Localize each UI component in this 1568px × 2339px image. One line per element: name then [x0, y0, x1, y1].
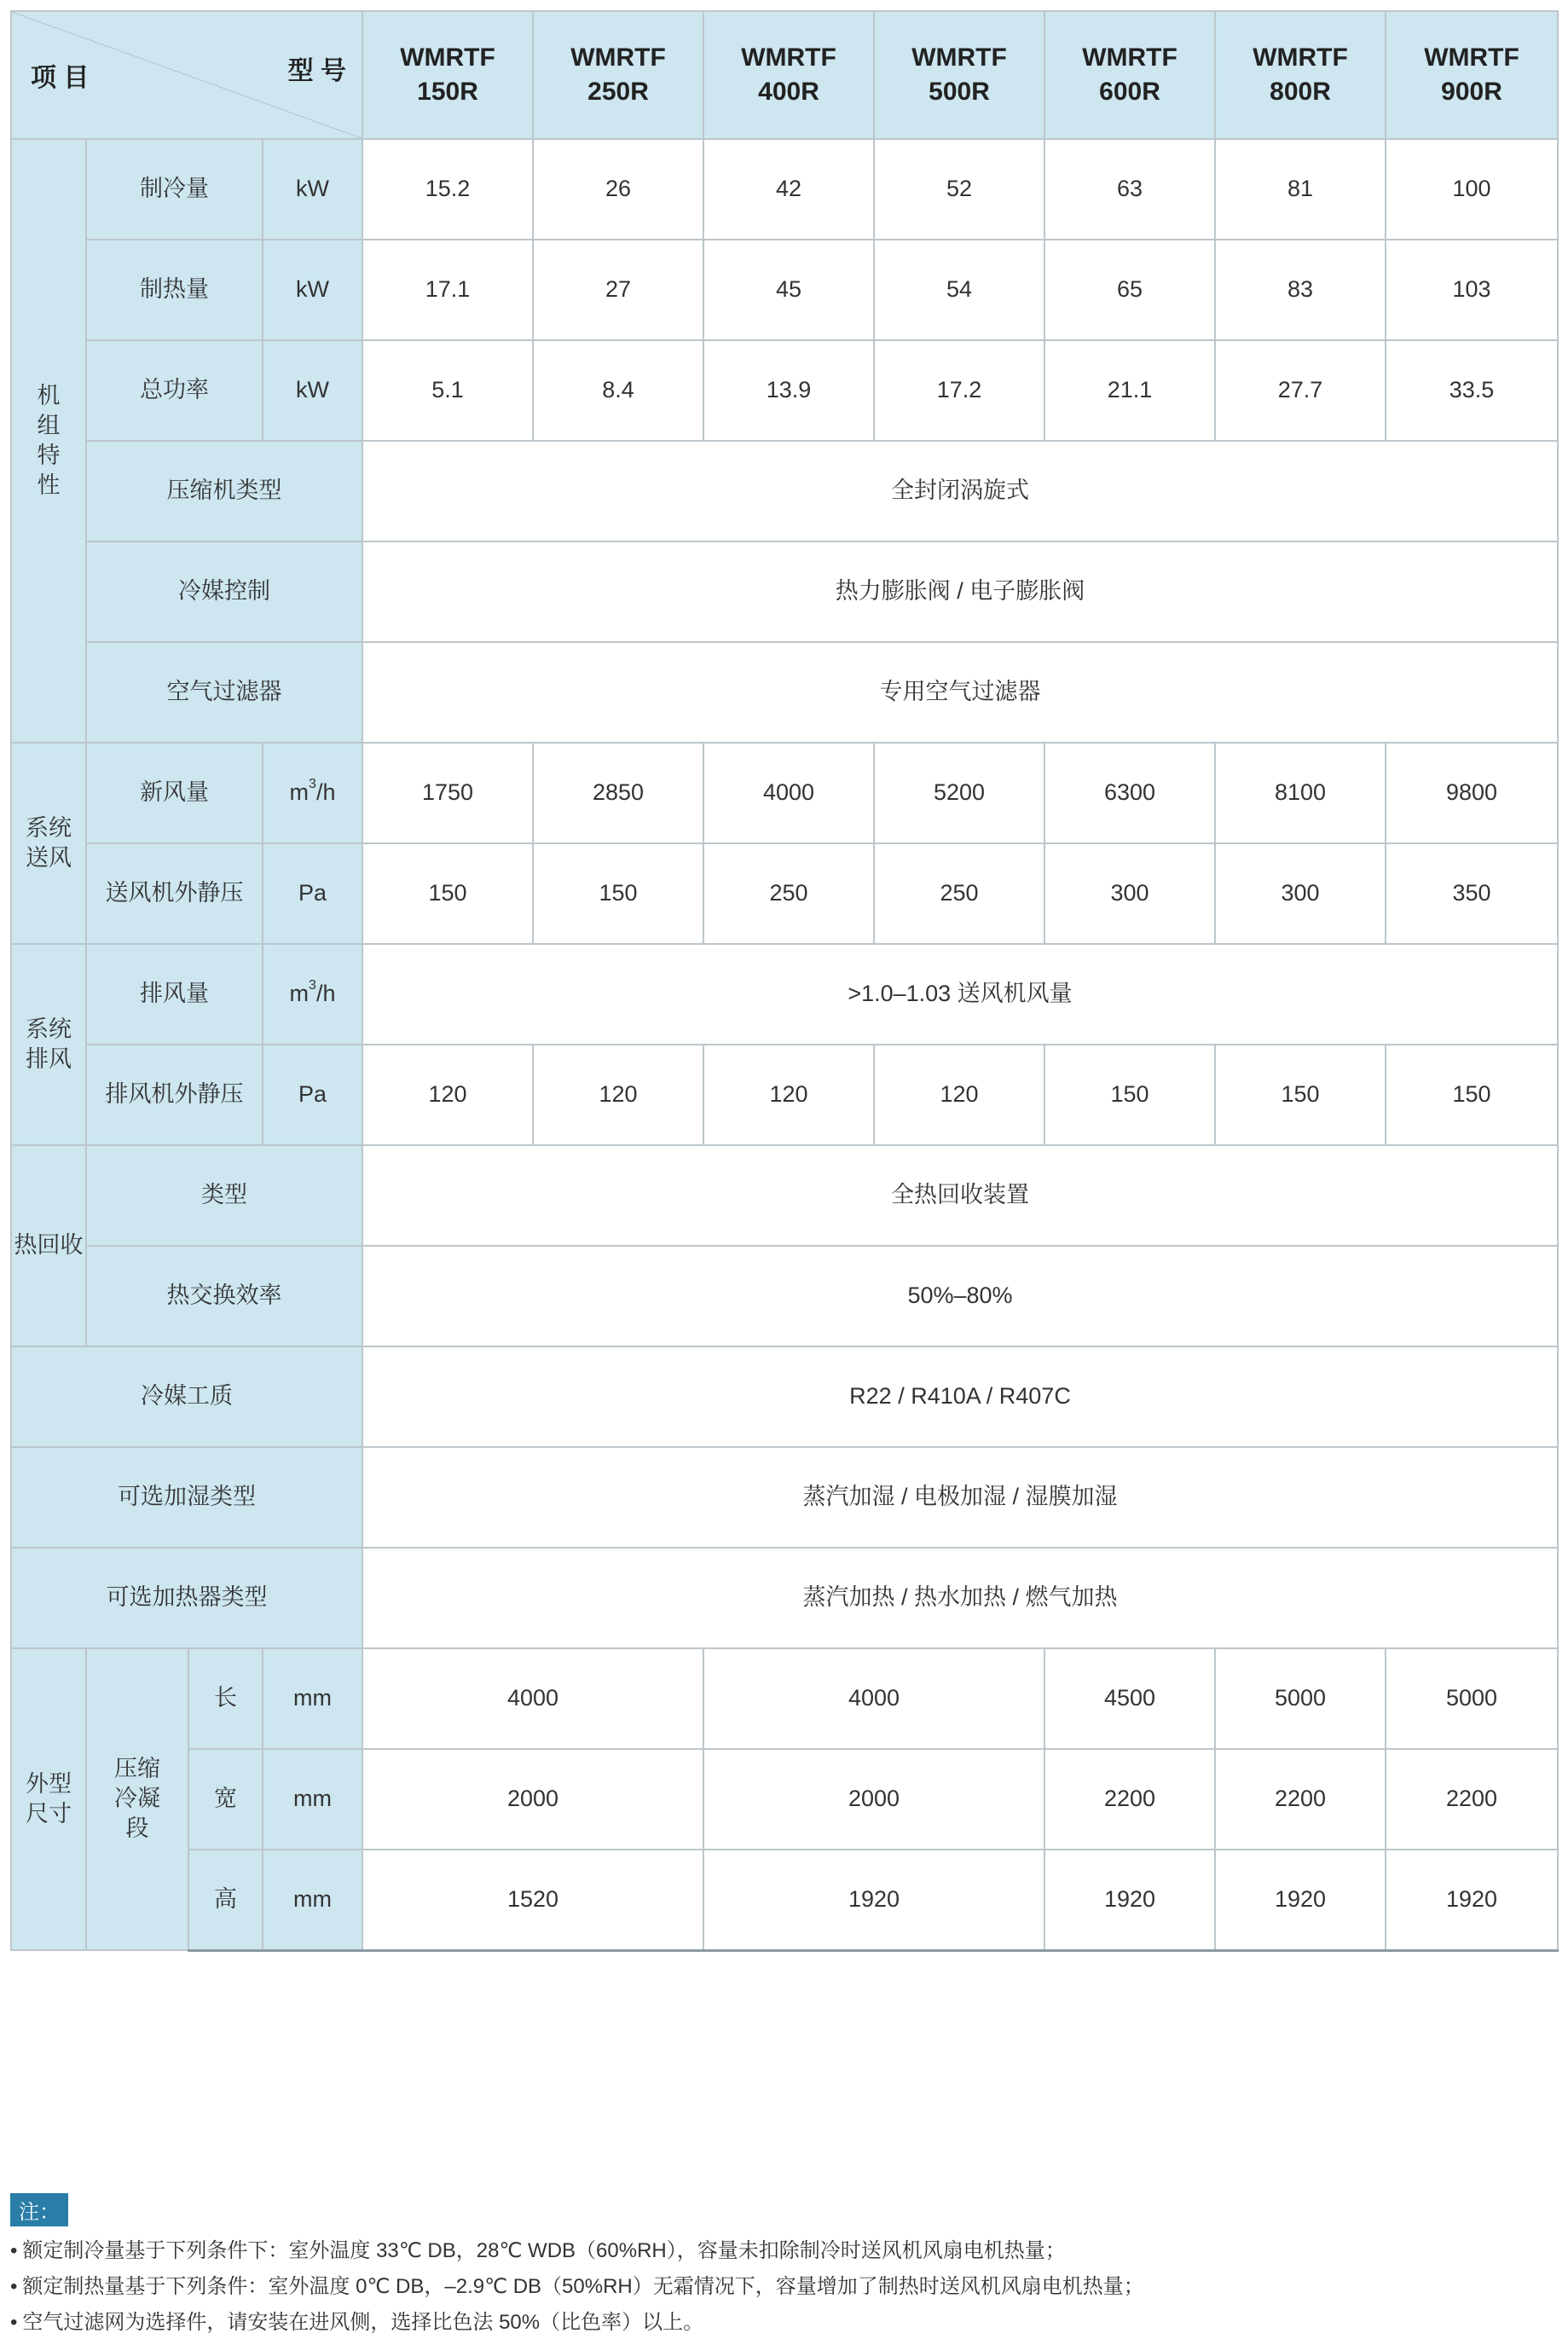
merged-value-cell: 50%–80% — [362, 1246, 1558, 1346]
unit-cell: kW — [263, 340, 362, 441]
unit-cell: Pa — [263, 843, 362, 944]
value-cell: 250 — [874, 843, 1044, 944]
value-cell: 150 — [362, 843, 533, 944]
value-cell: 17.2 — [874, 340, 1044, 441]
value-cell: 300 — [1215, 843, 1386, 944]
unit-cell: mm — [263, 1648, 362, 1749]
value-cell: 2000 — [703, 1749, 1044, 1850]
merged-value-cell: 热力膨胀阀 / 电子膨胀阀 — [362, 541, 1558, 642]
value-cell: 2200 — [1044, 1749, 1215, 1850]
row-label: 制冷量 — [86, 139, 263, 240]
value-cell: 150 — [1215, 1045, 1386, 1145]
table-row — [11, 1648, 1558, 1749]
value-cell: 2000 — [362, 1749, 703, 1850]
table-row — [11, 1447, 1558, 1548]
table-row — [11, 1850, 1558, 1950]
notes-section — [10, 2193, 1557, 2339]
value-cell: 1920 — [703, 1850, 1044, 1950]
value-cell: 8.4 — [533, 340, 703, 441]
merged-value-cell: 蒸汽加热 / 热水加热 / 燃气加热 — [362, 1548, 1558, 1648]
table-row — [11, 743, 1558, 843]
table-row — [11, 541, 1558, 642]
unit-cell: $m^3/h$ — [263, 743, 362, 843]
model-header: WMRTF 400R — [703, 11, 874, 139]
table-row — [11, 642, 1558, 743]
notes-tag: 注： — [10, 2193, 68, 2226]
value-cell: 150 — [1386, 1045, 1558, 1145]
value-cell: 5000 — [1386, 1648, 1558, 1749]
table-row — [11, 1246, 1558, 1346]
row-label: 高 — [188, 1850, 263, 1950]
group-dimensions: 外型尺寸 — [11, 1648, 86, 1950]
value-cell: 1920 — [1044, 1850, 1215, 1950]
table-row — [11, 441, 1558, 541]
row-label: 总功率 — [86, 340, 263, 441]
value-cell: 8100 — [1215, 743, 1386, 843]
model-header: WMRTF 500R — [874, 11, 1044, 139]
table-row — [11, 843, 1558, 944]
group-unit-characteristics: 机组特性 — [11, 139, 86, 743]
header-row — [11, 11, 1558, 139]
value-cell: 42 — [703, 139, 874, 240]
value-cell: 9800 — [1386, 743, 1558, 843]
model-label: 型 号 — [287, 57, 346, 85]
value-cell: 250 — [703, 843, 874, 944]
value-cell: 4000 — [362, 1648, 703, 1749]
value-cell: 5200 — [874, 743, 1044, 843]
row-label: 排风量 — [86, 944, 263, 1045]
value-cell: 27 — [533, 240, 703, 340]
value-cell: 27.7 — [1215, 340, 1386, 441]
value-cell: 21.1 — [1044, 340, 1215, 441]
table-row — [11, 1145, 1558, 1246]
row-label: 排风机外静压 — [86, 1045, 263, 1145]
note-line: • 空气过滤网为选择件，请安装在进风侧，选择比色法 50%（比色率）以上。 — [10, 2311, 704, 2334]
row-label: 可选加湿类型 — [11, 1447, 362, 1548]
table-row — [11, 1749, 1558, 1850]
table-row — [11, 1045, 1558, 1145]
value-cell: 45 — [703, 240, 874, 340]
value-cell: 2200 — [1386, 1749, 1558, 1850]
row-label: 新风量 — [86, 743, 263, 843]
value-cell: 120 — [703, 1045, 874, 1145]
group-heat-recovery: 热回收 — [11, 1145, 86, 1346]
value-cell: 4000 — [703, 1648, 1044, 1749]
value-cell: 150 — [533, 843, 703, 944]
value-cell: 5000 — [1215, 1648, 1386, 1749]
value-cell: 300 — [1044, 843, 1215, 944]
model-header: WMRTF 900R — [1386, 11, 1558, 139]
value-cell: 4000 — [703, 743, 874, 843]
model-header: WMRTF 600R — [1044, 11, 1215, 139]
spec-table — [10, 10, 1559, 1952]
value-cell: 63 — [1044, 139, 1215, 240]
value-cell: 5.1 — [362, 340, 533, 441]
row-label: 冷媒控制 — [86, 541, 362, 642]
unit-cell: kW — [263, 240, 362, 340]
unit-cell: $m^3/h$ — [263, 944, 362, 1045]
table-row — [11, 139, 1558, 240]
model-header: WMRTF 800R — [1215, 11, 1386, 139]
merged-value-cell: 全封闭涡旋式 — [362, 441, 1558, 541]
model-header: WMRTF 150R — [362, 11, 533, 139]
row-label: 宽 — [188, 1749, 263, 1850]
value-cell: 103 — [1386, 240, 1558, 340]
value-cell: 17.1 — [362, 240, 533, 340]
value-cell: 4500 — [1044, 1648, 1215, 1749]
table-row — [11, 340, 1558, 441]
value-cell: 54 — [874, 240, 1044, 340]
value-cell: 81 — [1215, 139, 1386, 240]
merged-value-cell: 蒸汽加湿 / 电极加湿 / 湿膜加湿 — [362, 1447, 1558, 1548]
row-label: 压缩机类型 — [86, 441, 362, 541]
merged-value-cell: R22 / R410A / R407C — [362, 1346, 1558, 1447]
unit-cell: kW — [263, 139, 362, 240]
row-label: 类型 — [86, 1145, 362, 1246]
row-label: 长 — [188, 1648, 263, 1749]
group-supply-air: 系统送风 — [11, 743, 86, 944]
value-cell: 1920 — [1386, 1850, 1558, 1950]
value-cell: 13.9 — [703, 340, 874, 441]
table-row — [11, 944, 1558, 1045]
value-cell: 83 — [1215, 240, 1386, 340]
row-label: 可选加热器类型 — [11, 1548, 362, 1648]
row-label: 空气过滤器 — [86, 642, 362, 743]
value-cell: 1520 — [362, 1850, 703, 1950]
row-label: 热交换效率 — [86, 1246, 362, 1346]
merged-value-cell: >1.0–1.03 送风机风量 — [362, 944, 1558, 1045]
unit-cell: mm — [263, 1850, 362, 1950]
value-cell: 120 — [362, 1045, 533, 1145]
bullet-icon: • — [10, 2275, 18, 2298]
value-cell: 350 — [1386, 843, 1558, 944]
value-cell: 26 — [533, 139, 703, 240]
header-corner-cell — [11, 11, 362, 139]
value-cell: 2850 — [533, 743, 703, 843]
value-cell: 65 — [1044, 240, 1215, 340]
value-cell: 120 — [533, 1045, 703, 1145]
unit-cell: mm — [263, 1749, 362, 1850]
note-line: • 额定制冷量基于下列条件下：室外温度 33℃ DB，28℃ WDB（60%RH），容量未扣除制冷时送风机风扇电机热量； — [10, 2239, 1066, 2262]
value-cell: 1750 — [362, 743, 533, 843]
merged-value-cell: 专用空气过滤器 — [362, 642, 1558, 743]
item-label: 项 目 — [31, 64, 90, 93]
value-cell: 52 — [874, 139, 1044, 240]
value-cell: 150 — [1044, 1045, 1215, 1145]
group-exhaust-air: 系统排风 — [11, 944, 86, 1145]
table-row — [11, 1548, 1558, 1648]
row-label: 冷媒工质 — [11, 1346, 362, 1447]
bullet-icon: • — [10, 2311, 18, 2334]
value-cell: 33.5 — [1386, 340, 1558, 441]
value-cell: 120 — [874, 1045, 1044, 1145]
table-row — [11, 240, 1558, 340]
model-header: WMRTF 250R — [533, 11, 703, 139]
bullet-icon: • — [10, 2239, 18, 2262]
value-cell: 2200 — [1215, 1749, 1386, 1850]
value-cell: 15.2 — [362, 139, 533, 240]
unit-cell: Pa — [263, 1045, 362, 1145]
dimension-section-label: 压缩冷凝段 — [86, 1648, 188, 1950]
merged-value-cell: 全热回收装置 — [362, 1145, 1558, 1246]
value-cell: 1920 — [1215, 1850, 1386, 1950]
note-line: • 额定制热量基于下列条件：室外温度 0℃ DB，–2.9℃ DB（50%RH）无霜情况下，容量增加了制热时送风机风扇电机热量； — [10, 2275, 1144, 2298]
value-cell: 100 — [1386, 139, 1558, 240]
row-label: 制热量 — [86, 240, 263, 340]
value-cell: 6300 — [1044, 743, 1215, 843]
table-row — [11, 1346, 1558, 1447]
row-label: 送风机外静压 — [86, 843, 263, 944]
